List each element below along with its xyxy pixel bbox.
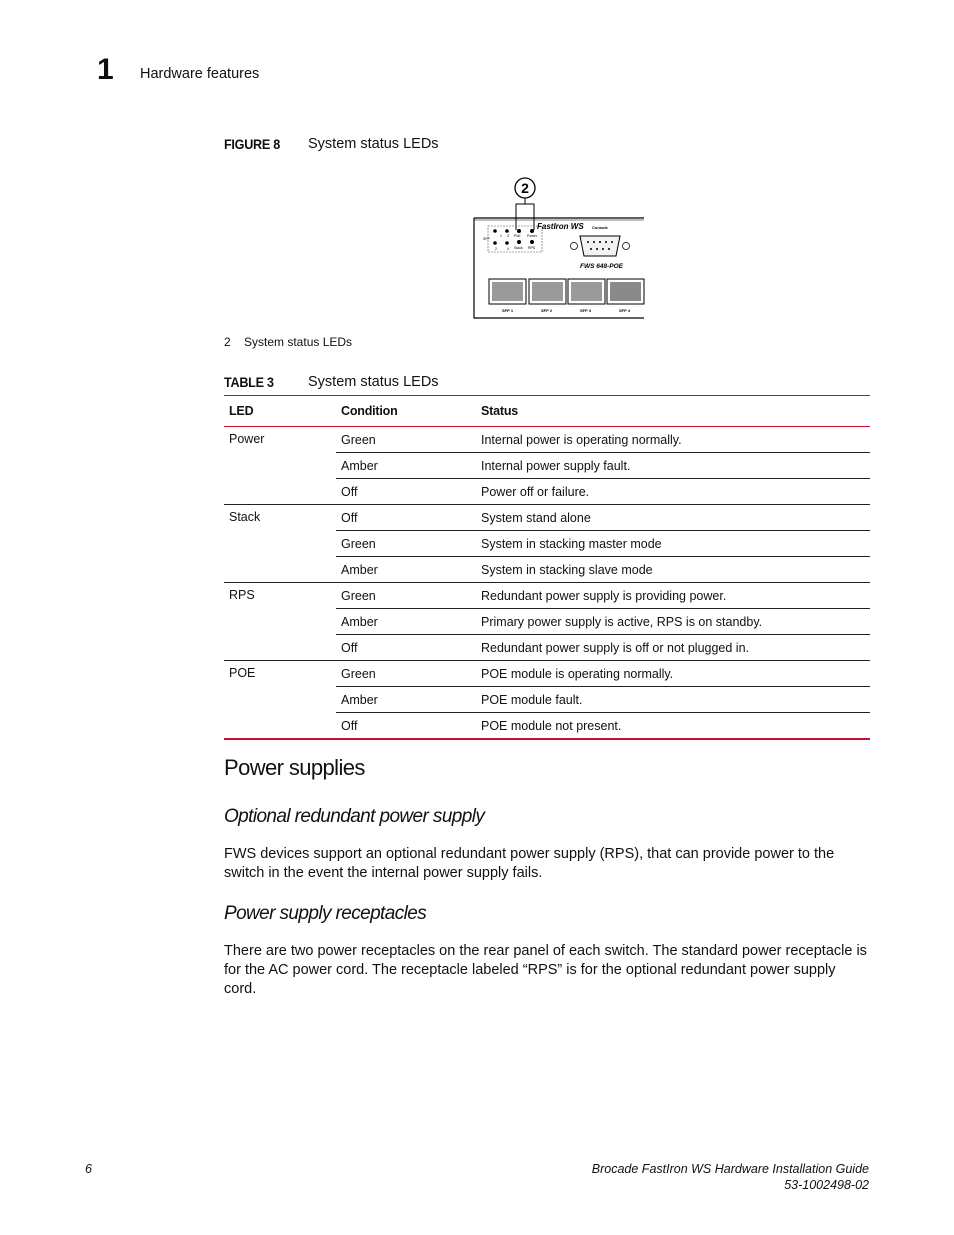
footer-doc-title: Brocade FastIron WS Hardware Installation Guide (591, 1162, 869, 1176)
subsection-heading-rps: Optional redundant power supply (224, 806, 485, 827)
status: System in stacking master mode (476, 531, 870, 557)
table-header-row (224, 396, 870, 427)
led-name: POE (224, 661, 336, 740)
led-label-poe: PoE (514, 234, 521, 238)
header-condition: Condition (336, 396, 476, 427)
condition: Green (336, 661, 476, 687)
table-label: TABLE 3 (224, 374, 274, 390)
led-port1 (493, 229, 497, 233)
paragraph-rps: FWS devices support an optional redundant power supply (RPS), that can provide power to the switch in the event the internal power supply fails. (224, 846, 835, 881)
port-number-3: 3 (507, 234, 509, 238)
status: Primary power supply is active, RPS is on standby. (476, 609, 870, 635)
status: Internal power supply fault. (476, 453, 870, 479)
table-row (224, 505, 870, 531)
led-name: RPS (224, 583, 336, 661)
chapter-number: 1 (97, 53, 114, 86)
console-label: Console (592, 225, 608, 230)
table-title: System status LEDs (308, 374, 439, 390)
console-screw-left (571, 243, 578, 250)
led-stack (517, 240, 521, 244)
status: Redundant power supply is providing power. (476, 583, 870, 609)
led-label-sfp: SFP (483, 237, 490, 241)
status: System stand alone (476, 505, 870, 531)
table-row (224, 661, 870, 687)
header-led: LED (224, 396, 336, 427)
led-poe (517, 229, 521, 233)
status: Internal power is operating normally. (476, 427, 870, 453)
condition: Off (336, 713, 476, 740)
condition: Amber (336, 557, 476, 583)
sfp-label-1: SFP 1 (502, 308, 514, 313)
model-label: FWS 648-POE (580, 263, 623, 270)
header-status: Status (476, 396, 870, 427)
led-power (530, 229, 534, 233)
figure-callout-legend: 2 System status LEDs (224, 335, 353, 349)
led-port3 (505, 229, 509, 233)
condition: Off (336, 505, 476, 531)
callout-number: 2 (521, 180, 529, 196)
status: POE module fault. (476, 687, 870, 713)
sfp-label-3: SFP 3 (580, 308, 592, 313)
sfp-label-4: SFP 4 (619, 308, 631, 313)
port-number-4: 4 (507, 247, 509, 251)
port-number-1: 1 (500, 234, 502, 238)
led-name: Power (224, 427, 336, 505)
figure-title: System status LEDs (308, 136, 439, 152)
section-heading: Power supplies (224, 755, 365, 780)
condition: Amber (336, 609, 476, 635)
footer-page-number: 6 (85, 1162, 92, 1176)
console-port (580, 236, 620, 256)
sfp-label-2: SFP 2 (541, 308, 553, 313)
condition: Green (336, 427, 476, 453)
condition: Amber (336, 453, 476, 479)
led-label-stack: Stack (514, 246, 523, 250)
console-screw-right (623, 243, 630, 250)
footer-doc-number: 53-1002498-02 (784, 1178, 869, 1192)
led-label-rps: RPS (528, 246, 536, 250)
table-row (224, 427, 870, 453)
led-status-table (224, 395, 870, 740)
figure-label: FIGURE 8 (224, 136, 280, 152)
condition: Off (336, 635, 476, 661)
led-label-power: Power (527, 234, 537, 238)
led-port2 (493, 241, 497, 245)
status: Power off or failure. (476, 479, 870, 505)
port-number-2: 2 (495, 247, 497, 251)
table-row (224, 583, 870, 609)
condition: Green (336, 583, 476, 609)
condition: Green (336, 531, 476, 557)
status: POE module is operating normally. (476, 661, 870, 687)
chapter-title: Hardware features (140, 66, 260, 82)
led-name: Stack (224, 505, 336, 583)
condition: Amber (336, 687, 476, 713)
subsection-heading-receptacles: Power supply receptacles (224, 903, 427, 924)
status: Redundant power supply is off or not plugged in. (476, 635, 870, 661)
led-rps (530, 240, 534, 244)
paragraph-receptacles: There are two power receptacles on the rear panel of each switch. The standard power receptacle is for the AC power cord. The receptacle labeled “RPS” is for the optional redundant power supply cord. (224, 943, 867, 997)
device-brand: FastIron WS (537, 222, 584, 231)
status: POE module not present. (476, 713, 870, 740)
status: System in stacking slave mode (476, 557, 870, 583)
device-front-panel-figure (470, 174, 650, 322)
led-port4 (505, 241, 509, 245)
condition: Off (336, 479, 476, 505)
